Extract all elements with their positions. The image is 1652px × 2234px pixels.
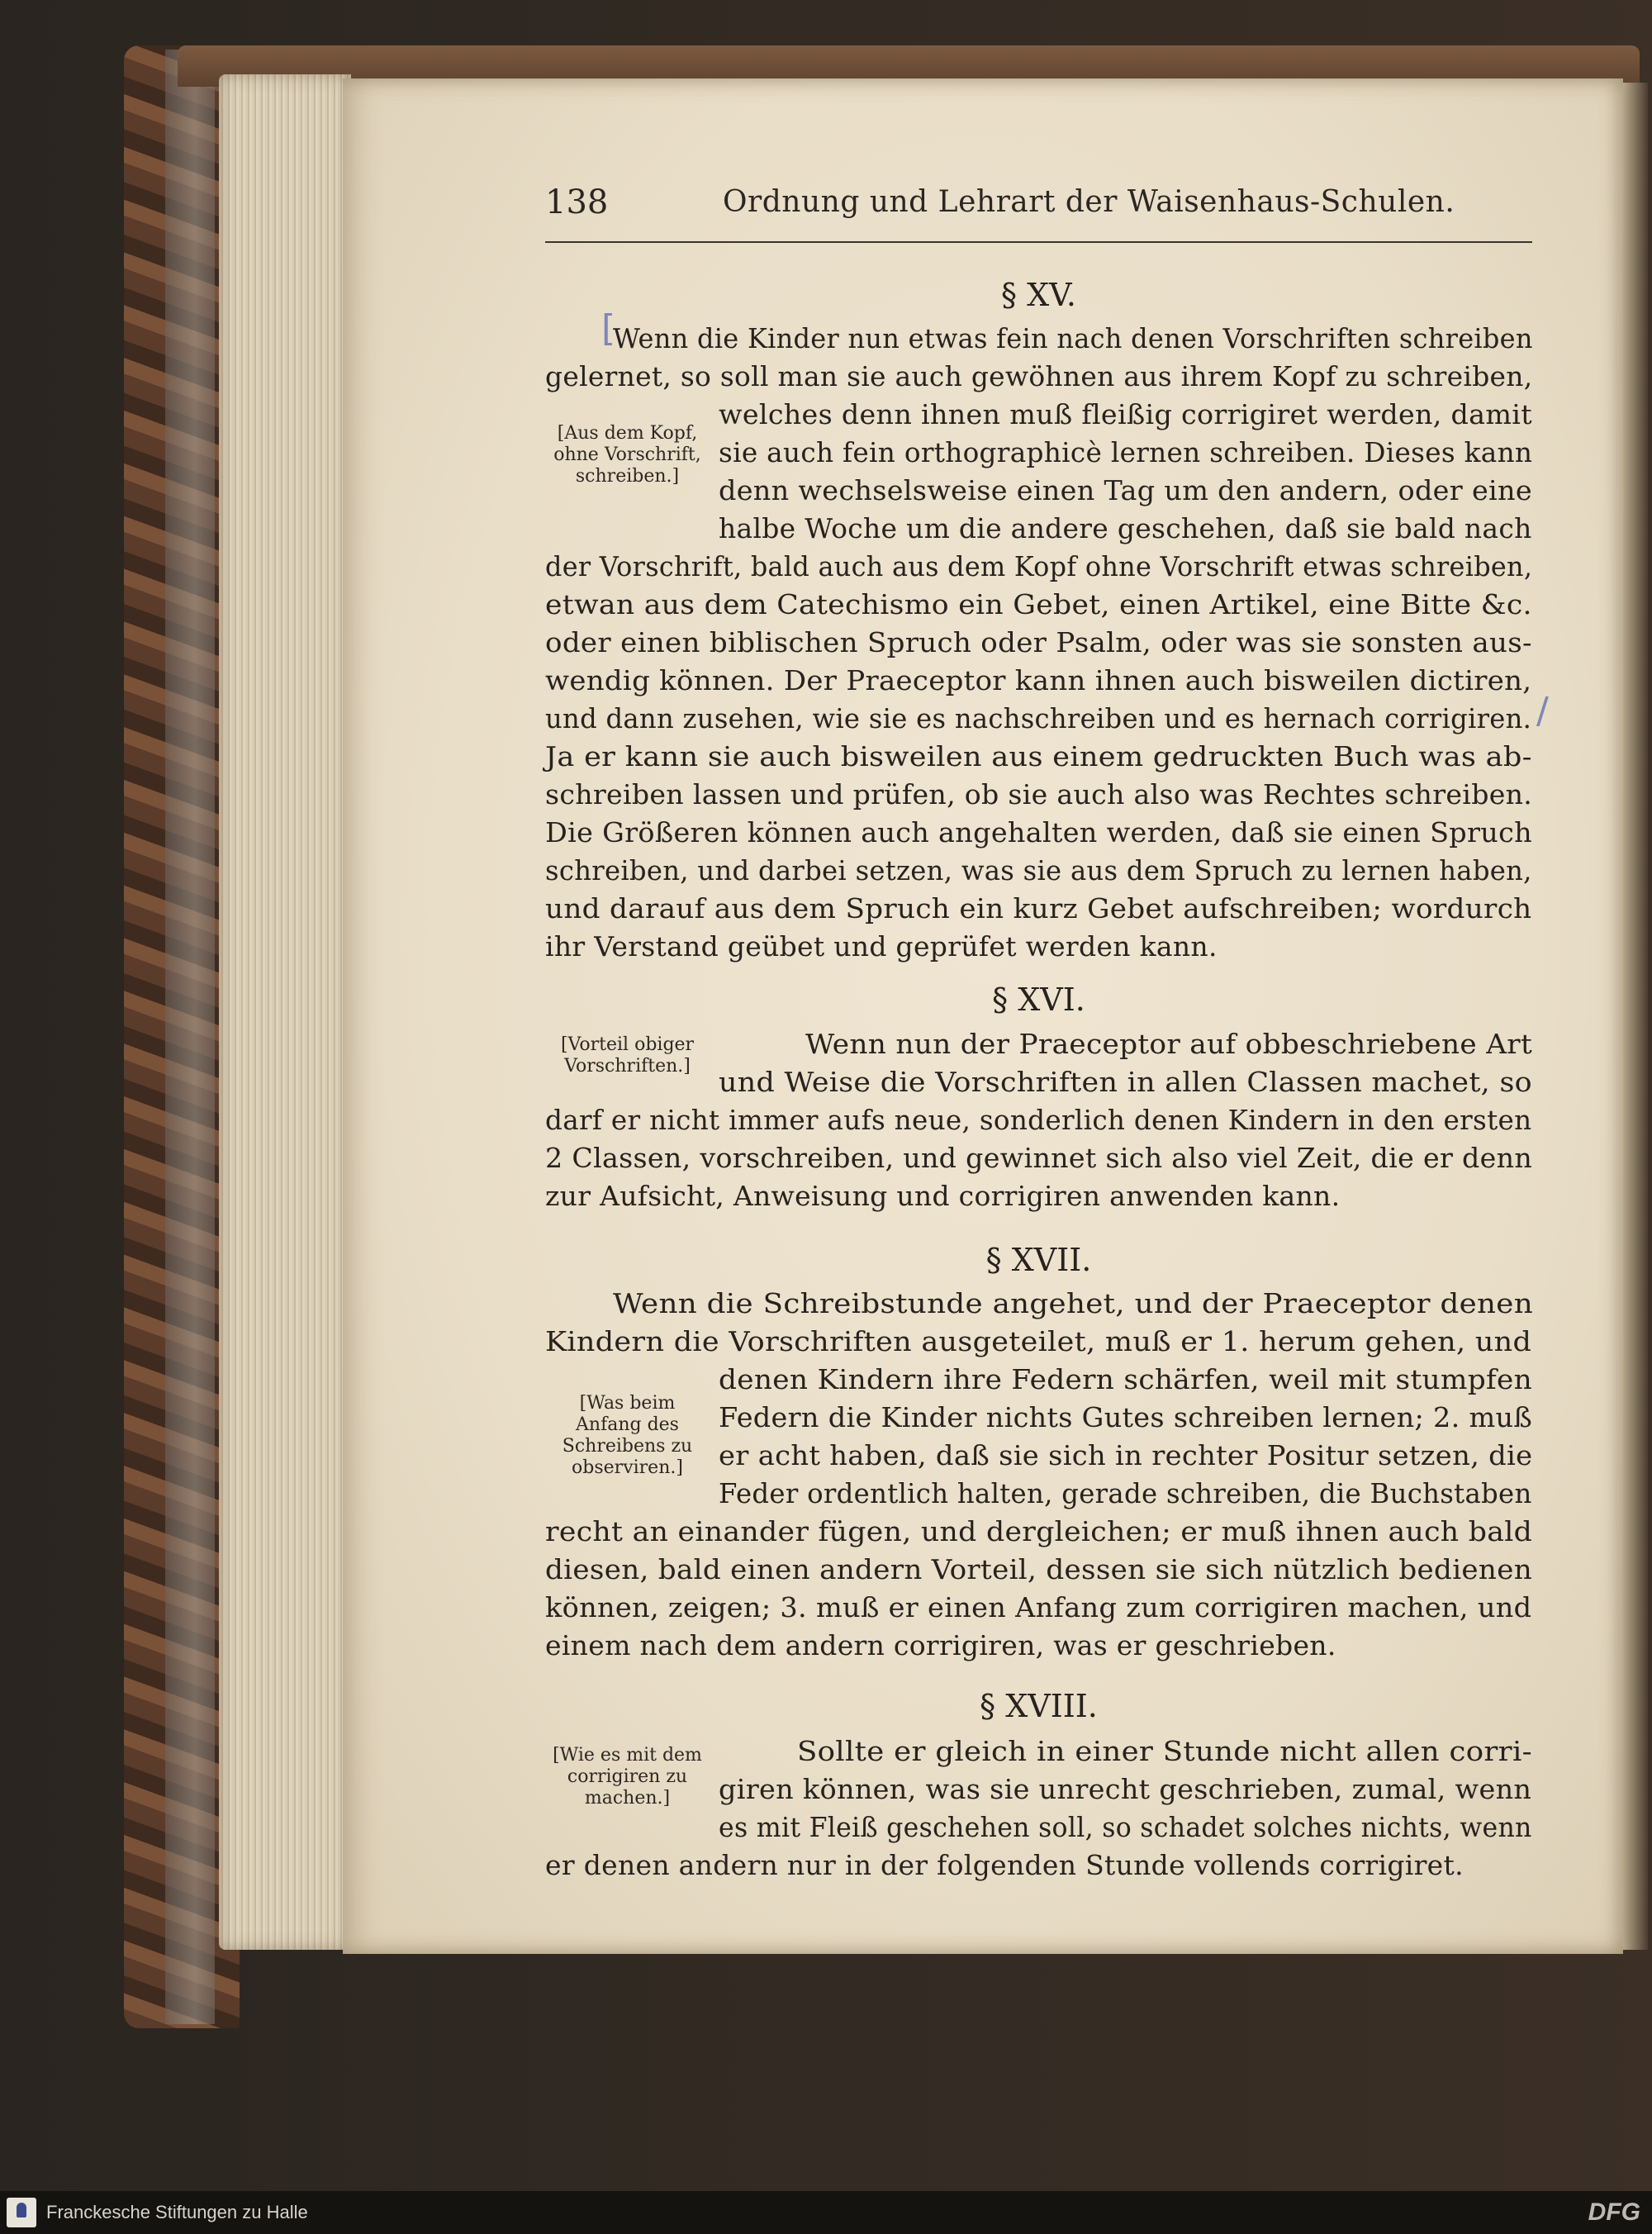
section-heading-xv: § XV.	[1000, 277, 1076, 313]
page-stack	[219, 74, 351, 1950]
text-line: schreiben, und darbei setzen, was sie aus dem Spruch zu lernen haben,	[545, 854, 1532, 886]
text-line: er acht haben, daß sie sich in rechter Positur setzen, die	[719, 1439, 1533, 1471]
margin-note-xvii: [Was beim Anfang des Schreibens zu observiren.]	[562, 1393, 693, 1478]
text-line: Ja er kann sie auch bisweilen aus einem gedruckten Buch was ab-	[545, 740, 1532, 772]
text-line: denn wechselsweise einen Tag um den andern, oder eine	[719, 474, 1532, 506]
section-heading-xvii: § XVII.	[985, 1242, 1092, 1278]
text-line: schreiben lassen und prüfen, ob sie auch also was Rechtes schreiben.	[545, 778, 1533, 810]
text-line: 2 Classen, vorschreiben, und gewinnet sich also viel Zeit, die er denn	[545, 1142, 1533, 1174]
text-line: Kindern die Vorschriften ausgeteilet, muß er 1. herum gehen, und	[545, 1325, 1532, 1357]
text-line: giren können, was sie unrecht geschrieben, zumal, wenn	[719, 1773, 1532, 1805]
text-line: ihr Verstand geübet und geprüfet werden kann.	[545, 930, 1218, 963]
section-heading-xviii: § XVIII.	[980, 1688, 1098, 1724]
text-line: Die Größeren können auch angehalten werden, daß sie einen Spruch	[545, 816, 1532, 848]
page-header	[545, 183, 1532, 233]
dfg-logo: DFG	[1588, 2198, 1640, 2226]
text-line: Wenn die Kinder nun etwas fein nach denen Vorschriften schreiben	[613, 322, 1533, 354]
viewer-footer	[0, 2191, 1652, 2234]
text-line: sie auch fein orthographicè lernen schreiben. Dieses kann	[719, 436, 1533, 468]
cover-edge	[165, 50, 215, 2024]
page-right-edge	[1623, 83, 1648, 1950]
text-line: und darauf aus dem Spruch ein kurz Gebet aufschreiben; wordurch	[545, 892, 1532, 924]
text-line: welches denn ihnen muß fleißig corrigiret werden, damit	[719, 398, 1532, 430]
text-line: es mit Fleiß geschehen soll, so schadet solches nichts, wenn	[719, 1811, 1532, 1843]
text-line: der Vorschrift, bald auch aus dem Kopf ohne Vorschrift etwas schreiben,	[545, 550, 1533, 582]
text-line: halbe Woche um die andere geschehen, daß sie bald nach	[719, 512, 1532, 544]
text-line: oder einen biblischen Spruch oder Psalm, oder was sie sonsten aus-	[545, 626, 1532, 658]
text-line: Wenn nun der Praeceptor auf obbeschriebene Art	[805, 1028, 1533, 1060]
institution-name: Franckesche Stiftungen zu Halle	[46, 2202, 308, 2222]
institution-logo-icon	[7, 2198, 36, 2227]
text-line: wendig können. Der Praeceptor kann ihnen auch bisweilen dictiren,	[545, 664, 1532, 696]
text-line: und dann zusehen, wie sie es nachschreiben und es hernach corrigiren.	[545, 702, 1532, 734]
text-line: Feder ordentlich halten, gerade schreiben, die Buchstaben	[719, 1477, 1532, 1509]
pencil-bracket-mark: [	[601, 307, 616, 349]
text-line: denen Kindern ihre Federn schärfen, weil mit stumpfen	[719, 1363, 1533, 1395]
text-line: gelernet, so soll man sie auch gewöhnen aus ihrem Kopf zu schreiben,	[545, 360, 1533, 392]
text-line: etwan aus dem Catechismo ein Gebet, einen Artikel, eine Bitte &c.	[545, 588, 1532, 620]
page-number: 138	[545, 183, 609, 221]
text-line: zur Aufsicht, Anweisung und corrigiren anwenden kann.	[545, 1180, 1341, 1212]
text-line: recht an einander fügen, und dergleichen; er muß ihnen auch bald	[545, 1515, 1533, 1547]
section-heading-xvi: § XVI.	[992, 982, 1085, 1018]
text-line: er denen andern nur in der folgenden Stunde vollends corrigiret.	[545, 1849, 1464, 1881]
text-line: können, zeigen; 3. muß er einen Anfang zum corrigiren machen, und	[545, 1591, 1532, 1623]
margin-note-xvi: [Vorteil obiger Vorschriften.]	[560, 1034, 695, 1077]
margin-note-xviii: [Wie es mit dem corrigiren zu machen.]	[553, 1745, 702, 1809]
text-line: und Weise die Vorschriften in allen Classen machet, so	[719, 1066, 1532, 1098]
text-line: einem nach dem andern corrigiren, was er geschrieben.	[545, 1629, 1336, 1661]
running-head: Ordnung und Lehrart der Waisenhaus-Schulen.	[723, 185, 1455, 219]
text-line: Sollte er gleich in einer Stunde nicht allen corri-	[797, 1735, 1532, 1767]
pencil-slash-mark: /	[1536, 690, 1549, 732]
text-line: diesen, bald einen andern Vorteil, dessen sie sich nützlich bedienen	[545, 1553, 1533, 1585]
header-rule	[545, 241, 1532, 243]
margin-note-xv: [Aus dem Kopf, ohne Vorschrift, schreiben.]	[553, 423, 701, 487]
text-line: Wenn die Schreibstunde angehet, und der Praeceptor denen	[613, 1287, 1533, 1319]
text-line: Federn die Kinder nichts Gutes schreiben lernen; 2. muß	[719, 1401, 1533, 1433]
text-line: darf er nicht immer aufs neue, sonderlich denen Kindern in den ersten	[545, 1104, 1532, 1136]
